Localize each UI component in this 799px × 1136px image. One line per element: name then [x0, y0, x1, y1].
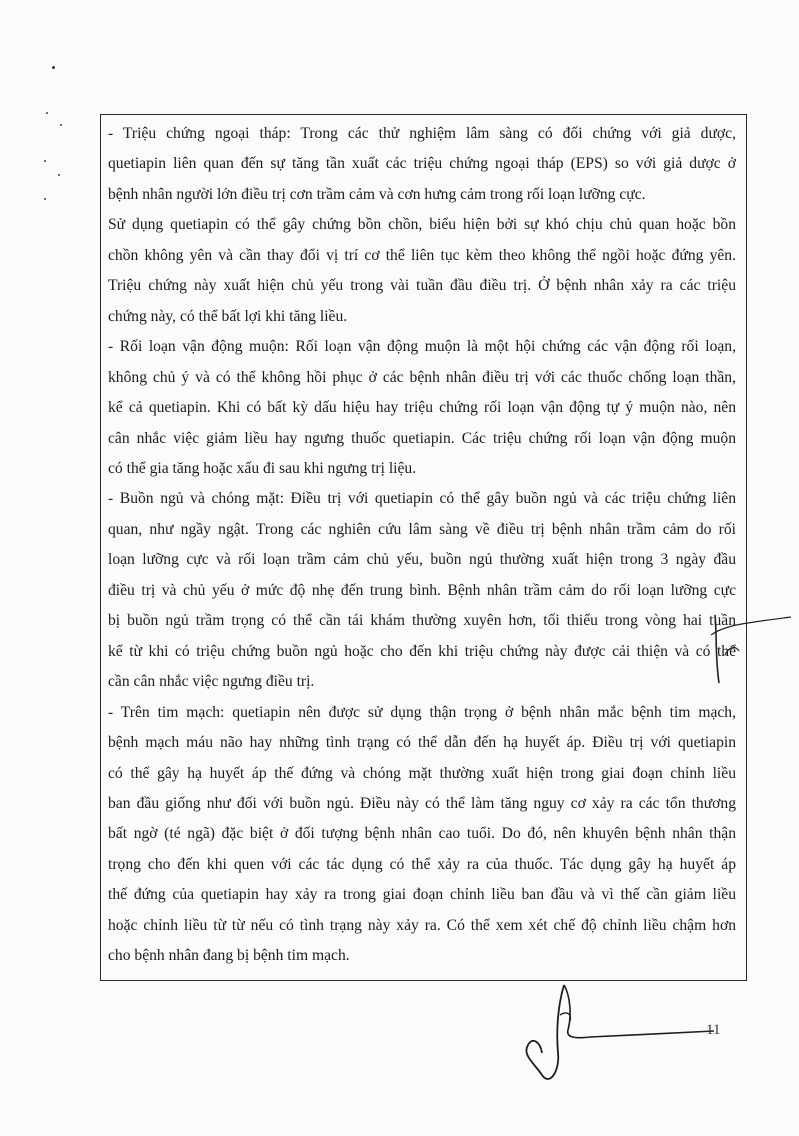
- text-line: chồn không yên và cần thay đổi vị trí cơ thể liên tục kèm theo không thể ngồi hoặc đứng yên.: [108, 246, 736, 264]
- text-line: cho bệnh nhân đang bị bệnh tim mạch.: [108, 947, 350, 965]
- text-line: trọng cho đến khi quen với các tác dụng có thể xảy ra của thuốc. Tác dụng gây hạ huyết áp: [108, 855, 736, 873]
- text-line: bị buồn ngủ trầm trọng có thể cần tái khám thường xuyên hơn, tối thiểu trong vòng hai tuần: [108, 612, 736, 630]
- text-line: chứng này, có thể bất lợi khi tăng liều.: [108, 307, 348, 325]
- text-line: thế đứng của quetiapin hay xảy ra trong giai đoạn chỉnh liều ban đầu và vì thế cần giảm liều: [108, 886, 736, 904]
- text-line: - Triệu chứng ngoại tháp: Trong các thử nghiệm lâm sàng có đối chứng với giả dược,: [108, 125, 736, 142]
- text-line: cần cân nhắc việc ngưng điều trị.: [108, 673, 315, 691]
- text-line: - Rối loạn vận động muộn: Rối loạn vận động muộn là một hội chứng các vận động rối loạn,: [108, 338, 736, 356]
- text-line: không chủ ý và có thể không hồi phục ở các bệnh nhân điều trị với các thuốc chống loạn thần,: [108, 368, 736, 386]
- text-line: quetiapin liên quan đến sự tăng tần xuất các triệu chứng ngoại tháp (EPS) so với giả dược ở: [108, 155, 736, 173]
- signature-mark: [500, 975, 740, 1095]
- text-line: kể cả quetiapin. Khi có bất kỳ dấu hiệu hay triệu chứng rối loạn vận động tự ý muộn nào, nên: [108, 399, 736, 417]
- scan-speck: [46, 112, 48, 114]
- paragraph-extrapyramidal: [108, 119, 736, 210]
- text-line: - Trên tim mạch: quetiapin nên được sử dụng thận trọng ở bệnh nhân mắc bệnh tim mạch,: [108, 703, 736, 721]
- content-box: [100, 114, 747, 981]
- paragraph-cardiovascular: [108, 698, 736, 972]
- paragraph-somnolence: [108, 484, 736, 697]
- text-line: quan, như ngầy ngật. Trong các nghiên cứu lâm sàng về điều trị bệnh nhân trầm cảm do rối: [108, 520, 736, 538]
- text-line: Sử dụng quetiapin có thể gây chứng bồn chồn, biểu hiện bởi sự khó chịu chủ quan hoặc bồn: [108, 216, 736, 234]
- scan-speck: [58, 174, 60, 176]
- text-line: có thể gây hạ huyết áp thế đứng và chóng mặt thường xuất hiện trong giai đoạn chỉnh liều: [108, 764, 736, 782]
- text-line: bệnh nhân người lớn điều trị cơn trầm cảm và cơn hưng cảm trong rối loạn lưỡng cực.: [108, 185, 646, 203]
- text-line: có thể gia tăng hoặc xấu đi sau khi ngưng trị liệu.: [108, 459, 417, 477]
- scan-speck: [44, 198, 46, 200]
- paragraph-akathisia: [108, 210, 736, 332]
- text-line: điều trị và chủ yếu ở mức độ nhẹ đến trung bình. Bệnh nhân trầm cảm do rối loạn lưỡng cực: [108, 581, 736, 599]
- paragraph-tardive-dyskinesia: [108, 332, 736, 484]
- scan-speck: [44, 160, 46, 162]
- scan-speck: [60, 124, 62, 126]
- text-line: Triệu chứng này xuất hiện chủ yếu trong vài tuần đầu điều trị. Ở bệnh nhân xảy ra các triệu: [108, 277, 736, 295]
- text-line: bệnh mạch máu não hay những tình trạng có thể dẫn đến hạ huyết áp. Điều trị với quetiapin: [108, 734, 736, 752]
- text-line: cân nhắc việc giảm liều hay ngưng thuốc quetiapin. Các triệu chứng rối loạn vận động muộn: [108, 429, 736, 447]
- text-line: ban đầu giống như đối với buồn ngủ. Điều này có thể làm tăng nguy cơ xảy ra các tổn thương: [108, 794, 736, 812]
- scan-speck: [52, 66, 55, 69]
- text-line: loạn lưỡng cực và rối loạn trầm cảm chủ yếu, buồn ngủ thường xuất hiện trong 3 ngày đầu: [108, 551, 736, 569]
- page-number: 11: [706, 1022, 721, 1038]
- text-line: bất ngờ (té ngã) đặc biệt ở đối tượng bệnh nhân cao tuổi. Do đó, nên khuyên bệnh nhân thận: [108, 825, 736, 843]
- text-line: hoặc chỉnh liều từ từ nếu có tình trạng này xảy ra. Có thể xem xét chế độ chỉnh liều chậm hơn: [108, 916, 736, 934]
- margin-initial-mark: [695, 595, 795, 715]
- text-line: - Buồn ngủ và chóng mặt: Điều trị với quetiapin có thể gây buồn ngủ và các triệu chứng liên: [108, 490, 736, 508]
- text-line: kể từ khi có triệu chứng buồn ngủ hoặc cho đến khi triệu chứng này được cải thiện và có thể: [108, 642, 736, 660]
